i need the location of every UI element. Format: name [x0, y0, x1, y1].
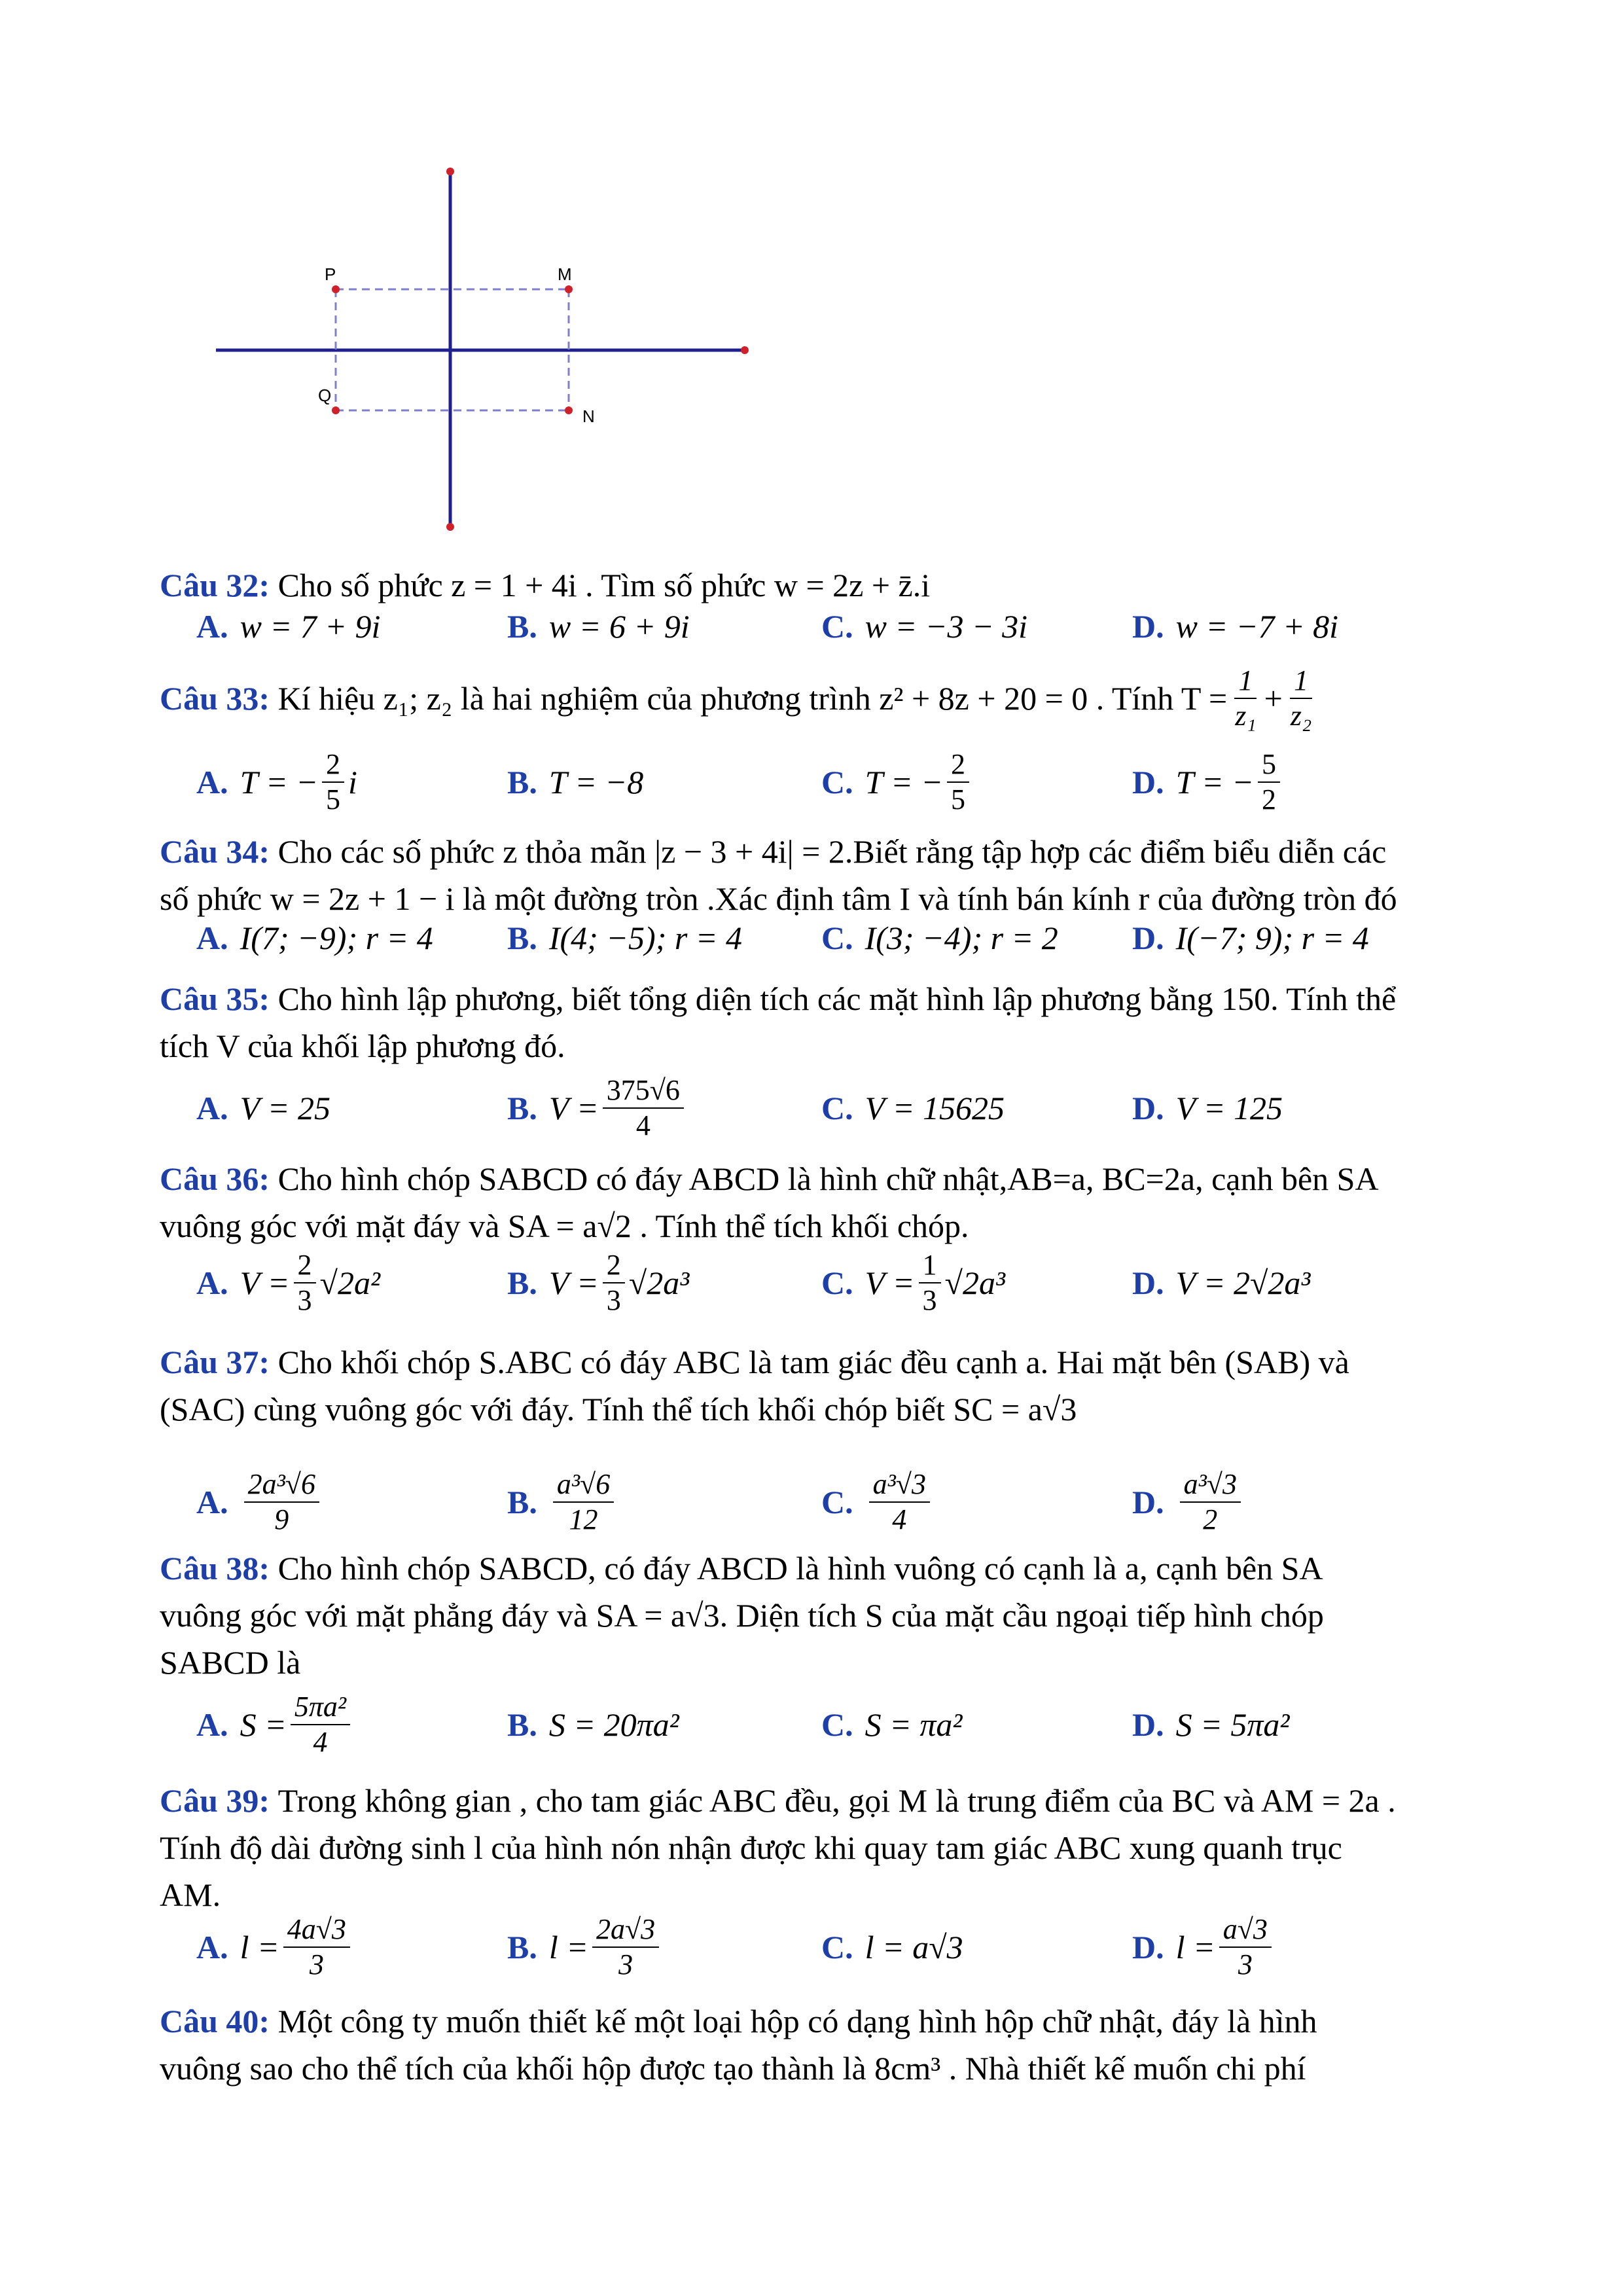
question-text-line-1: Cho hình lập phương, biết tổng diện tích các mặt hình lập phương bằng 150. Tính thể [277, 980, 1397, 1017]
option-text: w = −3 − 3i [865, 608, 1028, 645]
fraction-denominator: 3 [309, 1948, 324, 1981]
option-c[interactable] [821, 1466, 934, 1538]
option-suffix: √2a² [319, 1265, 380, 1301]
axis-end-bottom [446, 523, 454, 531]
option-label: A. [196, 764, 228, 800]
fraction-numerator: a³√6 [553, 1467, 614, 1503]
option-label: C. [821, 608, 853, 645]
option-suffix: i [348, 764, 357, 800]
option-c[interactable] [821, 590, 1027, 662]
option-c[interactable] [821, 1247, 1005, 1319]
option-label: B. [507, 1265, 537, 1301]
option-text: V = 125 [1175, 1090, 1283, 1126]
label-n: N [582, 406, 595, 426]
option-fraction [244, 1467, 319, 1537]
option-label: B. [507, 1706, 537, 1743]
option-label: A. [196, 608, 228, 645]
fraction-denominator: 3 [618, 1948, 633, 1981]
question-number: Câu 36: [160, 1160, 270, 1197]
fraction-numerator: 2a√3 [592, 1912, 659, 1948]
question-text-line-1: Cho hình chóp SABCD, có đáy ABCD là hình vuông có cạnh là a, cạnh bên SA [277, 1550, 1323, 1587]
fraction-numerator: a³√3 [1180, 1467, 1241, 1503]
question-text-line-2: vuông góc với mặt phẳng đáy và SA = a√3. Diện tích S của mặt cầu ngoại tiếp hình chóp [160, 1597, 1324, 1634]
option-prefix: V = [548, 1090, 599, 1126]
options-36 [196, 1247, 1505, 1319]
option-d[interactable] [1132, 1911, 1275, 1983]
option-a[interactable] [196, 1466, 323, 1538]
option-fraction [869, 1467, 930, 1537]
option-text: w = 7 + 9i [240, 608, 381, 645]
option-d[interactable] [1132, 746, 1284, 818]
question-text-line-1: Trong không gian , cho tam giác ABC đều, gọi M là trung điểm của BC và AM = 2a . [277, 1782, 1396, 1819]
option-fraction [291, 1690, 350, 1759]
option-label: D. [1132, 1929, 1164, 1965]
fraction-denominator: z₁ [1235, 700, 1257, 732]
option-label: A. [196, 1484, 228, 1520]
option-c[interactable] [821, 1911, 963, 1983]
option-label: D. [1132, 764, 1164, 800]
option-b[interactable] [507, 1689, 679, 1761]
option-c[interactable] [821, 1072, 1005, 1144]
option-label: D. [1132, 1265, 1164, 1301]
point-p [332, 285, 340, 293]
option-prefix: T = − [240, 764, 318, 800]
option-label: C. [821, 1090, 853, 1126]
option-label: D. [1132, 608, 1164, 645]
fraction-numerator: a³√3 [869, 1467, 930, 1503]
question-text-line-1: Cho khối chóp S.ABC có đáy ABC là tam giác đều cạnh a. Hai mặt bên (SAB) và [277, 1344, 1349, 1380]
question-text-line-2: số phức w = 2z + 1 − i là một đường tròn .Xác định tâm I và tính bán kính r của đường tròn đó [160, 880, 1397, 917]
question-text: Cho số phức z = 1 + 4i . Tìm số phức w = 2z + z̄.i [277, 567, 931, 603]
fraction-denominator: 2 [1203, 1503, 1218, 1535]
option-label: A. [196, 920, 228, 956]
option-b[interactable] [507, 908, 742, 967]
option-text: w = 6 + 9i [548, 608, 690, 645]
options-35 [196, 1072, 1505, 1144]
question-text-line-2: (SAC) cùng vuông góc với đáy. Tính thể tích khối chóp biết SC = a√3 [160, 1391, 1077, 1427]
options-34 [196, 908, 1505, 967]
option-prefix: V = [548, 1265, 599, 1301]
option-label: D. [1132, 1706, 1164, 1743]
option-fraction [1180, 1467, 1241, 1537]
option-text: I(−7; 9); r = 4 [1175, 920, 1369, 956]
options-33 [196, 746, 1505, 818]
fraction-denominator: z₂ [1290, 700, 1312, 732]
option-label: A. [196, 1706, 228, 1743]
question-39 [160, 1777, 1508, 1918]
fraction-numerator: 2 [603, 1248, 625, 1283]
question-number: Câu 40: [160, 2003, 270, 2039]
fraction-denominator: 4 [313, 1726, 328, 1758]
option-label: C. [821, 1265, 853, 1301]
fraction-denominator: 4 [635, 1109, 651, 1141]
option-d[interactable] [1132, 1466, 1245, 1538]
option-fraction [592, 1912, 659, 1982]
fraction-numerator: 4a√3 [283, 1912, 350, 1948]
option-text: V = 15625 [865, 1090, 1005, 1126]
option-prefix: V = [865, 1265, 915, 1301]
option-a[interactable] [196, 1072, 330, 1144]
fraction-denominator: 9 [274, 1503, 289, 1535]
question-number: Câu 38: [160, 1550, 270, 1587]
option-fraction [322, 747, 344, 817]
label-m: M [558, 264, 572, 284]
option-fraction [603, 1073, 684, 1143]
options-32 [196, 590, 1505, 662]
option-label: C. [821, 920, 853, 956]
option-a[interactable] [196, 1911, 354, 1983]
question-number: Câu 39: [160, 1782, 270, 1819]
options-37 [196, 1466, 1505, 1538]
point-n [565, 406, 573, 414]
option-a[interactable] [196, 908, 433, 967]
question-number: Câu 35: [160, 980, 270, 1017]
option-prefix: l = [1175, 1929, 1215, 1965]
question-text-line-2: vuông sao cho thể tích của khối hộp được tạo thành là 8cm³ . Nhà thiết kế muốn chi phí [160, 2050, 1306, 2087]
option-text: I(7; −9); r = 4 [240, 920, 433, 956]
question-number: Câu 37: [160, 1344, 270, 1380]
option-b[interactable] [507, 1466, 618, 1538]
option-label: A. [196, 1929, 228, 1965]
option-a[interactable] [196, 1247, 380, 1319]
question-number: Câu 34: [160, 833, 270, 870]
option-text: I(4; −5); r = 4 [548, 920, 743, 956]
axis-end-top [446, 168, 454, 175]
option-label: C. [821, 1929, 853, 1965]
option-fraction [283, 1912, 350, 1982]
fraction-numerator: 5πa² [291, 1690, 350, 1725]
option-a[interactable] [196, 590, 380, 662]
question-number: Câu 32: [160, 567, 270, 603]
complex-plane-figure [196, 157, 785, 550]
option-d[interactable] [1132, 590, 1338, 662]
options-38 [196, 1689, 1505, 1761]
option-d[interactable] [1132, 908, 1369, 967]
option-text: I(3; −4); r = 2 [865, 920, 1058, 956]
fraction-numerator: 1 [919, 1248, 941, 1283]
option-text: V = 2√2a³ [1175, 1265, 1311, 1301]
options-39 [196, 1911, 1505, 1983]
label-q: Q [318, 386, 332, 405]
option-b[interactable] [507, 1072, 688, 1144]
fraction-numerator: 2 [294, 1248, 316, 1283]
option-text: l = a√3 [865, 1929, 963, 1965]
label-p: P [325, 264, 336, 284]
option-a[interactable] [196, 746, 357, 818]
option-b[interactable] [507, 746, 643, 818]
fraction-numerator: 2 [947, 747, 969, 783]
option-label: C. [821, 1484, 853, 1520]
fraction-1-over-z1 [1231, 664, 1260, 733]
question-37 [160, 1338, 1508, 1433]
question-text-line-1: Cho các số phức z thỏa mãn |z − 3 + 4i| = 2.Biết rằng tập hợp các điểm biểu diễn các [277, 833, 1387, 870]
fraction-numerator: 375√6 [603, 1073, 684, 1109]
fraction-numerator: 1 [1290, 664, 1312, 699]
option-label: C. [821, 1706, 853, 1743]
option-text: S = 5πa² [1175, 1706, 1290, 1743]
fraction-numerator: 2a³√6 [244, 1467, 319, 1503]
option-text: V = 25 [240, 1090, 330, 1126]
question-text-line-3: AM. [160, 1876, 221, 1913]
option-text: T = −8 [548, 764, 644, 800]
option-d[interactable] [1132, 1247, 1310, 1319]
option-label: B. [507, 1090, 537, 1126]
option-label: A. [196, 1265, 228, 1301]
option-prefix: l = [548, 1929, 588, 1965]
question-text-line-2: Tính độ dài đường sinh l của hình nón nhận được khi quay tam giác ABC xung quanh trục [160, 1829, 1342, 1866]
question-text: Kí hiệu z₁; z₂ là hai nghiệm của phương trình z² + 8z + 20 = 0 . Tính T = [277, 680, 1228, 717]
option-text: w = −7 + 8i [1175, 608, 1339, 645]
option-d[interactable] [1132, 1072, 1283, 1144]
option-prefix: l = [240, 1929, 279, 1965]
fraction-denominator: 5 [326, 783, 340, 816]
option-suffix: √2a³ [628, 1265, 690, 1301]
option-label: B. [507, 764, 537, 800]
fraction-numerator: a√3 [1219, 1912, 1272, 1948]
question-number: Câu 33: [160, 680, 270, 717]
question-38 [160, 1545, 1508, 1686]
fraction-denominator: 3 [1238, 1948, 1253, 1981]
question-text-line-2: tích V của khối lập phương đó. [160, 1028, 565, 1064]
plus-sign: + [1264, 680, 1283, 717]
fraction-denominator: 4 [892, 1503, 907, 1535]
question-text-line-1: Một công ty muốn thiết kế một loại hộp có dạng hình hộp chữ nhật, đáy là hình [277, 2003, 1317, 2039]
option-label: B. [507, 608, 537, 645]
option-fraction [947, 747, 969, 817]
fraction-numerator: 1 [1234, 664, 1257, 699]
option-fraction [1219, 1912, 1272, 1982]
option-prefix: V = [240, 1265, 290, 1301]
option-label: D. [1132, 1090, 1164, 1126]
option-fraction [553, 1467, 614, 1537]
option-label: D. [1132, 1484, 1164, 1520]
point-q [332, 406, 340, 414]
fraction-denominator: 3 [922, 1284, 937, 1316]
option-text: S = πa² [865, 1706, 963, 1743]
question-35 [160, 975, 1508, 1069]
fraction-denominator: 5 [951, 783, 965, 816]
fraction-denominator: 3 [606, 1284, 621, 1316]
option-a[interactable] [196, 1689, 354, 1761]
option-fraction [603, 1248, 625, 1318]
option-label: C. [821, 764, 853, 800]
fraction-denominator: 2 [1262, 783, 1276, 816]
question-36 [160, 1155, 1508, 1249]
option-fraction [1258, 747, 1280, 817]
option-c[interactable] [821, 1689, 962, 1761]
option-fraction [294, 1248, 316, 1318]
fraction-denominator: 3 [297, 1284, 312, 1316]
option-c[interactable] [821, 746, 973, 818]
fraction-numerator: 5 [1258, 747, 1280, 783]
option-label: D. [1132, 920, 1164, 956]
question-text-line-2: vuông góc với mặt đáy và SA = a√2 . Tính thể tích khối chóp. [160, 1208, 969, 1244]
option-suffix: √2a³ [944, 1265, 1005, 1301]
option-text: S = 20πa² [548, 1706, 679, 1743]
option-label: B. [507, 1484, 537, 1520]
fraction-denominator: 12 [569, 1503, 598, 1535]
option-b[interactable] [507, 1911, 663, 1983]
option-fraction [919, 1248, 941, 1318]
option-label: A. [196, 1090, 228, 1126]
option-label: B. [507, 1929, 537, 1965]
option-label: B. [507, 920, 537, 956]
fraction-1-over-z2 [1287, 664, 1315, 733]
fraction-numerator: 2 [322, 747, 344, 783]
point-m [565, 285, 573, 293]
axis-end-right [741, 346, 749, 354]
option-prefix: S = [240, 1706, 287, 1743]
question-40 [160, 1998, 1508, 2092]
option-prefix: T = − [865, 764, 943, 800]
question-text-line-3: SABCD là [160, 1644, 301, 1681]
option-prefix: T = − [1175, 764, 1254, 800]
option-c[interactable] [821, 908, 1058, 967]
option-b[interactable] [507, 1247, 689, 1319]
question-33 [160, 662, 1508, 734]
option-d[interactable] [1132, 1689, 1289, 1761]
question-text-line-1: Cho hình chóp SABCD có đáy ABCD là hình chữ nhật,AB=a, BC=2a, cạnh bên SA [277, 1160, 1379, 1197]
option-b[interactable] [507, 590, 690, 662]
